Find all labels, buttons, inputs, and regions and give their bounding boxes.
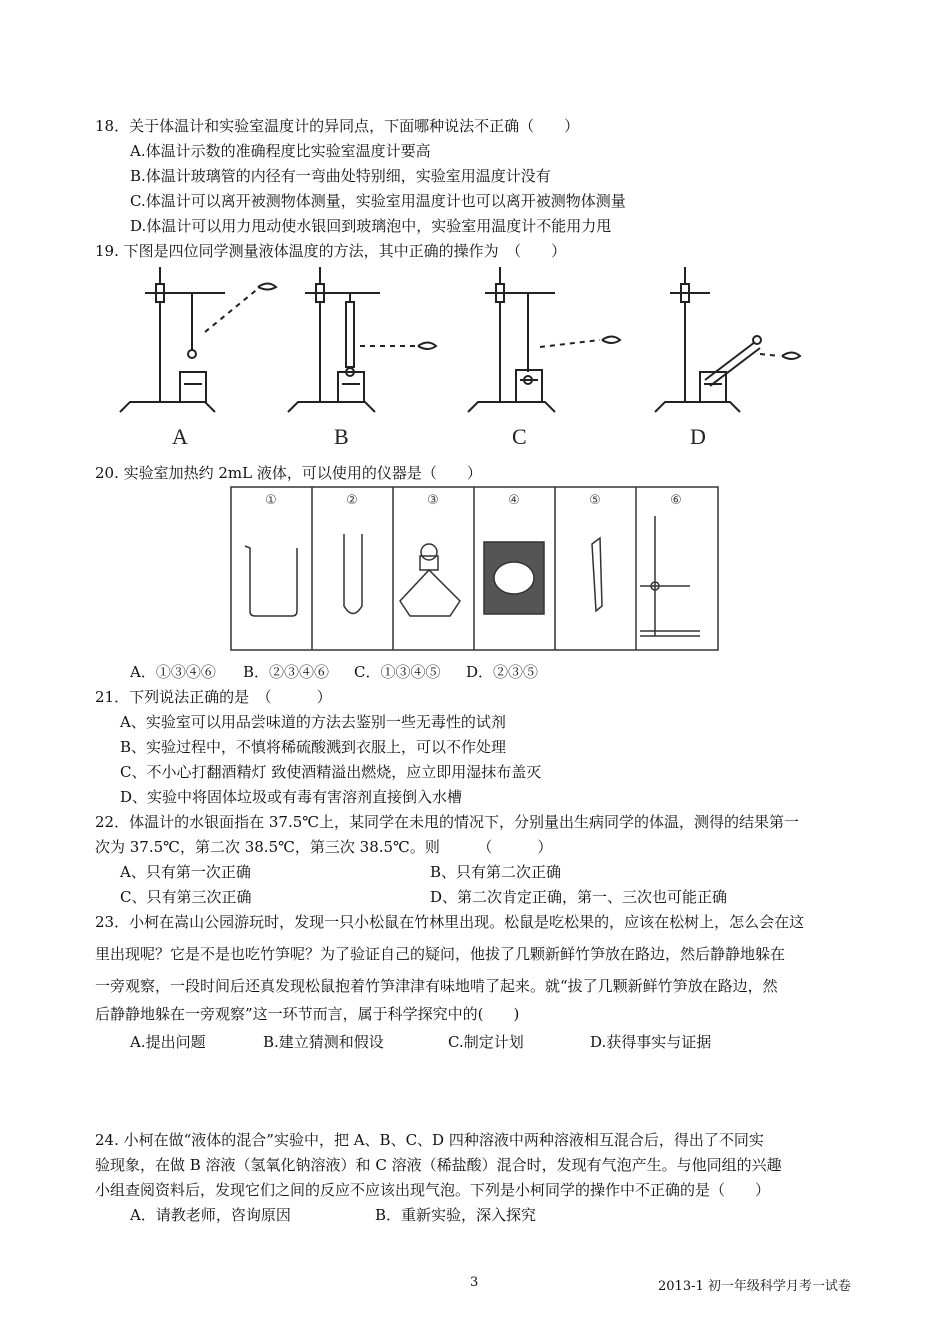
q22-stem-line2: 次为 37.5℃，第二次 38.5℃，第三次 38.5℃。则 （ ） bbox=[95, 838, 553, 856]
q23-stem-line1: 23．小柯在嵩山公园游玩时，发现一只小松鼠在竹林里出现。松鼠是吃松果的，应该在松树上，怎么会在这 bbox=[95, 913, 805, 931]
q23-stem-line4: 后静静地躲在一旁观察”这一环节而言，属于科学探究中的( ) bbox=[95, 1005, 520, 1023]
q21-option-a: A、实验室可以用品尝味道的方法去鉴别一些无毒性的试剂 bbox=[120, 713, 506, 731]
q21-option-c: C、不小心打翻酒精灯 致使酒精溢出燃烧，应立即用湿抹布盖灭 bbox=[120, 763, 542, 781]
q19-label-b: B bbox=[334, 424, 349, 449]
q20-num-4: ④ bbox=[508, 493, 520, 508]
q23-options bbox=[130, 1032, 750, 1052]
q20-option-d: D．②③⑤ bbox=[466, 663, 539, 681]
q18-option-d: D.体温计可以用力甩动使水银回到玻璃泡中，实验室用温度计不能用力甩 bbox=[130, 217, 612, 235]
q23-option-b: B.建立猜测和假设 bbox=[263, 1033, 384, 1051]
footer-title: 2013-1 初一年级科学月考一试卷 bbox=[658, 1279, 851, 1294]
q22-option-d: D、第二次肯定正确，第一、三次也可能正确 bbox=[430, 888, 728, 906]
q19-thermometer-figure bbox=[110, 262, 830, 457]
q20-options bbox=[130, 662, 630, 682]
q20-option-a: A．①③④⑥ bbox=[130, 663, 216, 681]
q23-stem-line3: 一旁观察，一段时间后还真发现松鼠抱着竹笋津津有味地啃了起来。就“拔了几颗新鲜竹笋放在路边，然 bbox=[95, 977, 778, 995]
q18-option-c: C.体温计可以离开被测物体测量，实验室用温度计也可以离开被测物体测量 bbox=[130, 192, 626, 210]
q18-option-b: B.体温计玻璃管的内径有一弯曲处特别细，实验室用温度计没有 bbox=[130, 167, 551, 185]
q23-option-a: A.提出问题 bbox=[130, 1033, 206, 1051]
q19-stem: 19. 下图是四位同学测量液体温度的方法，其中正确的操作为 （ ） bbox=[95, 242, 567, 260]
q20-num-6: ⑥ bbox=[670, 493, 682, 508]
q22-option-b: B、只有第二次正确 bbox=[430, 863, 562, 881]
q20-stem: 20. 实验室加热约 2mL 液体，可以使用的仪器是（ ） bbox=[95, 464, 482, 482]
q22-option-a: A、只有第一次正确 bbox=[120, 863, 251, 881]
q23-stem-line2: 里出现呢？它是不是也吃竹笋呢？为了验证自己的疑问，他拔了几颗新鲜竹笋放在路边，然后静静地躲在 bbox=[95, 945, 786, 963]
q23-option-c: C.制定计划 bbox=[448, 1033, 524, 1051]
q18-stem: 18．关于体温计和实验室温度计的异同点，下面哪种说法不正确（ ） bbox=[95, 117, 580, 135]
q22-stem-line1: 22．体温计的水银面指在 37.5℃上，某同学在未甩的情况下，分别量出生病同学的体温，测得的结果第一 bbox=[95, 813, 800, 831]
q20-num-2: ② bbox=[346, 493, 358, 508]
q20-option-c: C．①③④⑤ bbox=[354, 663, 441, 681]
q24-option-a: A．请教老师，咨询原因 bbox=[130, 1206, 291, 1224]
q19-label-d: D bbox=[690, 424, 706, 449]
q23-option-d: D.获得事实与证据 bbox=[590, 1033, 712, 1051]
q24-stem-line1: 24. 小柯在做“液体的混合”实验中，把 A、B、C、D 四种溶液中两种溶液相互混合后，得出了不同实 bbox=[95, 1131, 764, 1149]
q24-stem-line3: 小组查阅资料后，发现它们之间的反应不应该出现气泡。下列是小柯同学的操作中不正确的是（ ） bbox=[95, 1181, 771, 1199]
page-number: 3 bbox=[470, 1275, 479, 1290]
q24-stem-line2: 验现象，在做 B 溶液（氢氧化钠溶液）和 C 溶液（稀盐酸）混合时，发现有气泡产生。与他同组的兴趣 bbox=[95, 1156, 782, 1174]
q20-option-b: B．②③④⑥ bbox=[243, 663, 330, 681]
q20-apparatus-figure bbox=[230, 486, 720, 652]
q19-label-a: A bbox=[172, 424, 188, 449]
q18-option-a: A.体温计示数的准确程度比实验室温度计要高 bbox=[130, 142, 431, 160]
q24-option-b: B．重新实验，深入探究 bbox=[375, 1206, 537, 1224]
q20-num-1: ① bbox=[265, 493, 277, 508]
q19-label-c: C bbox=[512, 424, 527, 449]
q20-num-3: ③ bbox=[427, 493, 439, 508]
q20-num-5: ⑤ bbox=[589, 493, 601, 508]
q21-stem: 21．下列说法正确的是 （ ） bbox=[95, 688, 332, 706]
q22-option-c: C、只有第三次正确 bbox=[120, 888, 252, 906]
q21-option-d: D、实验中将固体垃圾或有毒有害溶剂直接倒入水槽 bbox=[120, 788, 463, 806]
q21-option-b: B、实验过程中，不慎将稀硫酸溅到衣服上，可以不作处理 bbox=[120, 738, 507, 756]
